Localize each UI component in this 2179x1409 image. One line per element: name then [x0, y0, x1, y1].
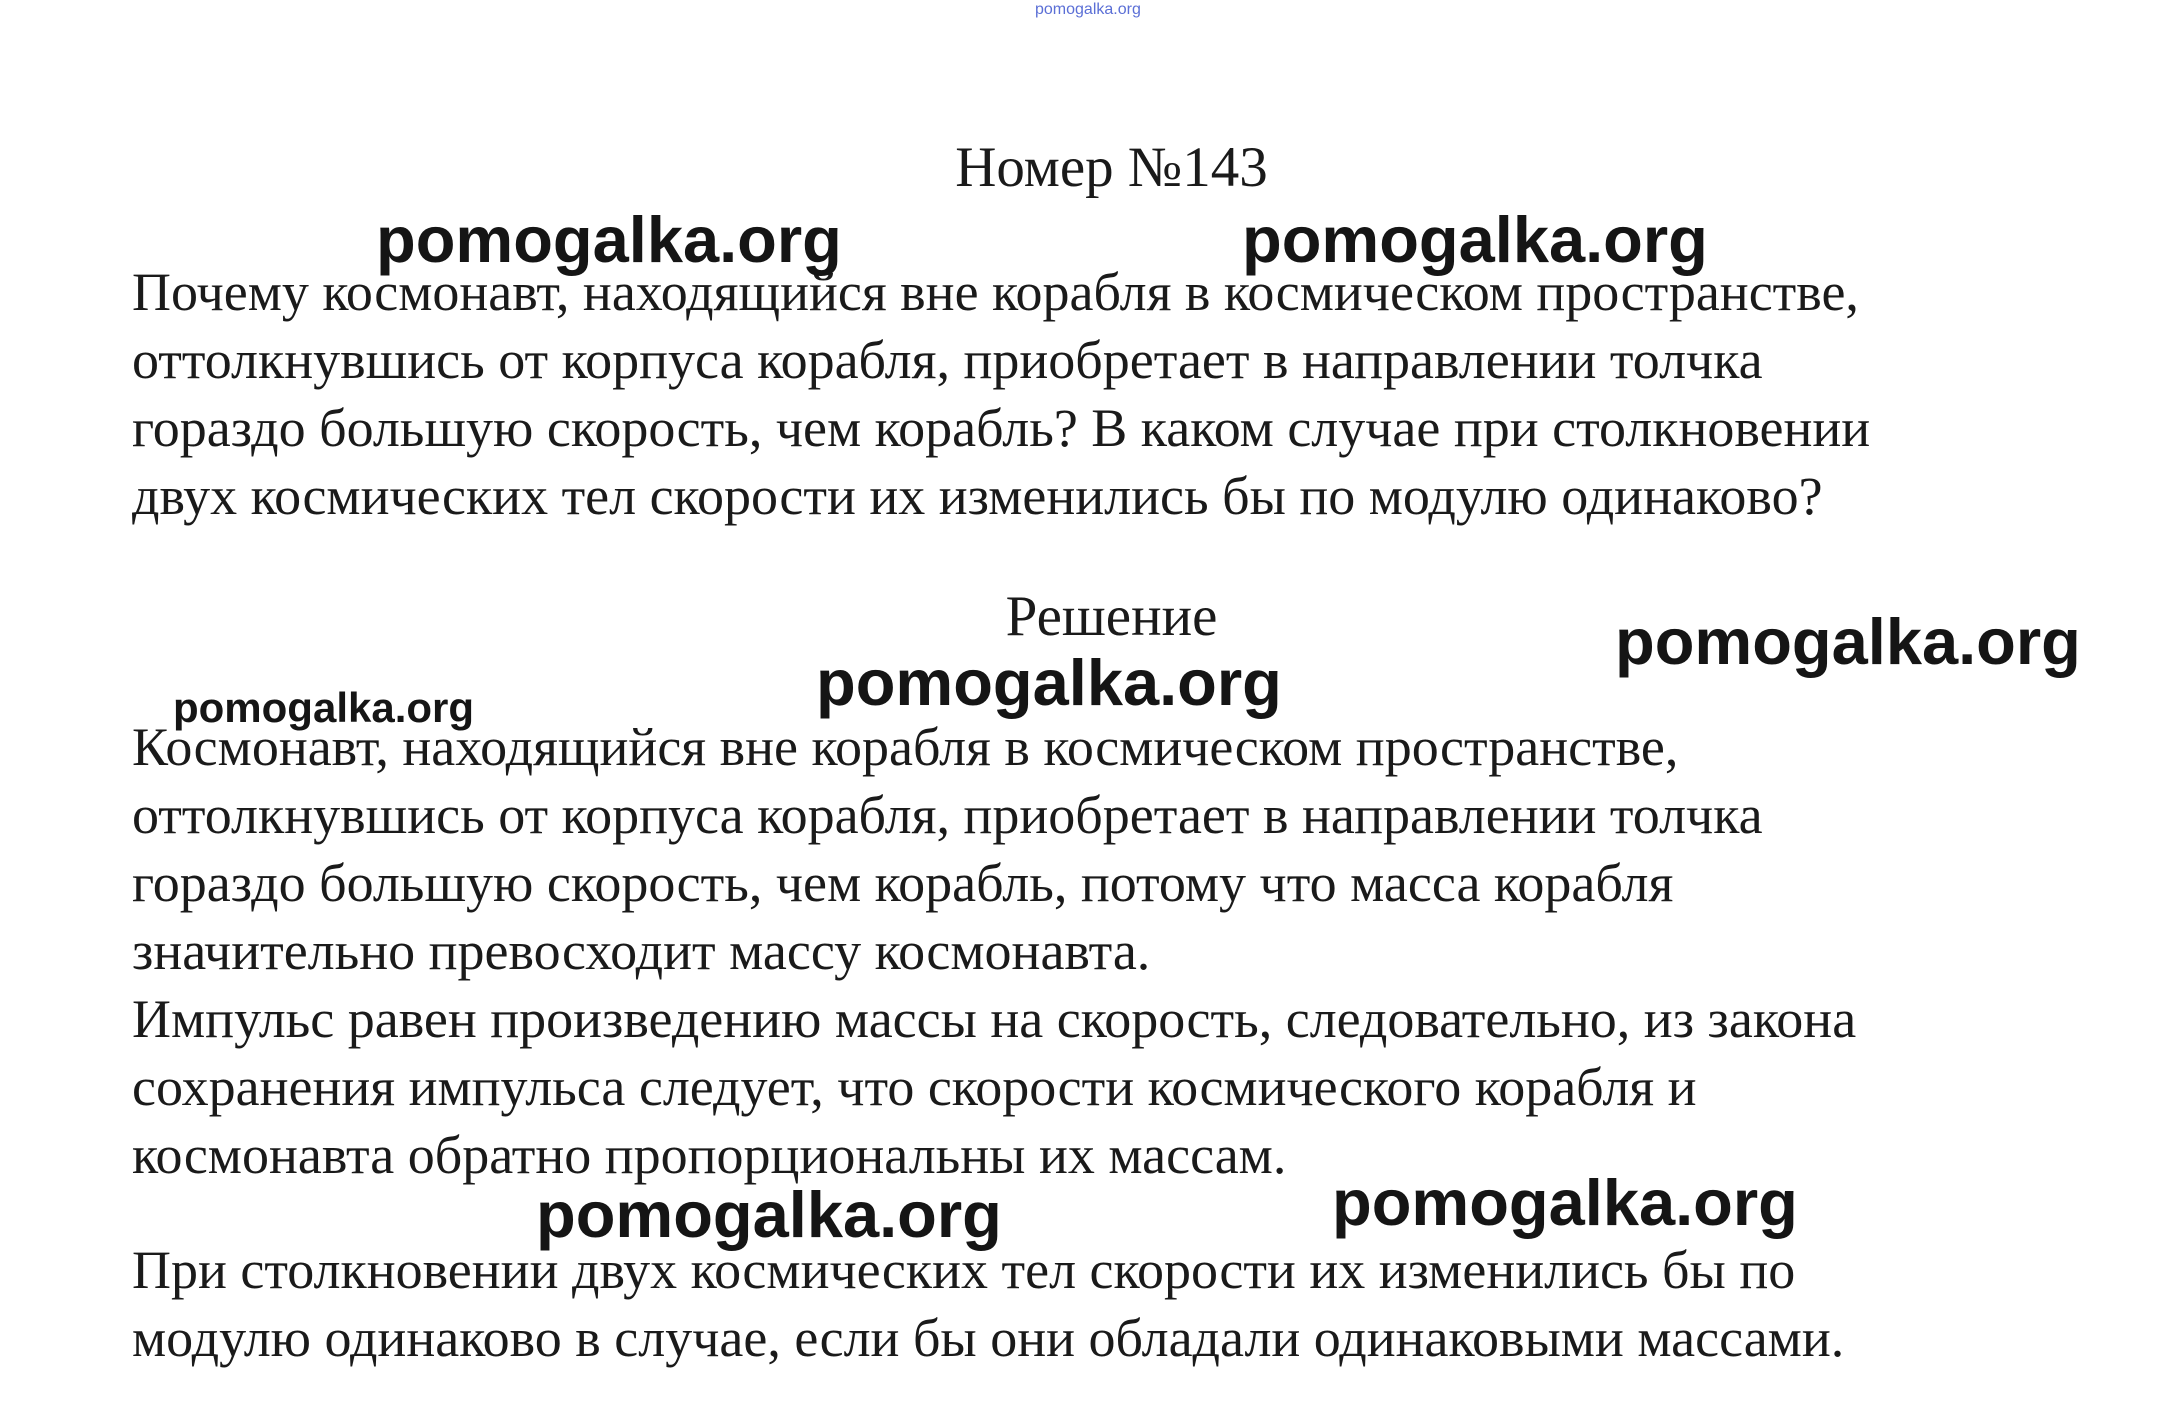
header-link[interactable]: pomogalka.org	[1035, 1, 1141, 18]
question-line: двух космических тел скорости их изменились бы по модулю одинаково?	[132, 466, 1823, 526]
solution-heading: Решение	[1005, 585, 1218, 648]
question-line: Почему космонавт, находящийся вне корабля в космическом пространстве,	[132, 262, 1859, 322]
watermark: pomogalka.org	[173, 684, 475, 731]
answer-line: сохранения импульса следует, что скорости космического корабля и	[132, 1057, 1697, 1117]
page-title: Номер №143	[955, 136, 1268, 199]
watermark: pomogalka.org	[1615, 605, 2081, 678]
watermark: pomogalka.org	[1242, 203, 1708, 276]
question-paragraph	[132, 258, 2162, 530]
answer-line: оттолкнувшись от корпуса корабля, приобретает в направлении толчка	[132, 785, 1763, 845]
answer-line: Космонавт, находящийся вне корабля в космическом пространстве,	[132, 717, 1679, 777]
answer-line: гораздо большую скорость, чем корабль, потому что масса корабля	[132, 853, 1674, 913]
collision-line: модулю одинаково в случае, если бы они обладали одинаковыми массами.	[132, 1308, 1845, 1368]
answer-line: Импульс равен произведению массы на скорость, следовательно, из закона	[132, 989, 1857, 1049]
answer-paragraph	[132, 713, 2162, 1189]
collision-line: При столкновении двух космических тел скорости их изменились бы по	[132, 1240, 1796, 1300]
watermark: pomogalka.org	[536, 1178, 1002, 1251]
watermark: pomogalka.org	[816, 646, 1282, 719]
answer-line: значительно превосходит массу космонавта.	[132, 921, 1151, 981]
watermark: pomogalka.org	[1332, 1166, 1798, 1239]
collision-paragraph	[132, 1236, 2162, 1372]
question-line: гораздо большую скорость, чем корабль? В каком случае при столкновении	[132, 398, 1871, 458]
answer-line: космонавта обратно пропорциональны их массам.	[132, 1125, 1287, 1185]
watermark: pomogalka.org	[376, 203, 842, 276]
question-line: оттолкнувшись от корпуса корабля, приобретает в направлении толчка	[132, 330, 1763, 390]
